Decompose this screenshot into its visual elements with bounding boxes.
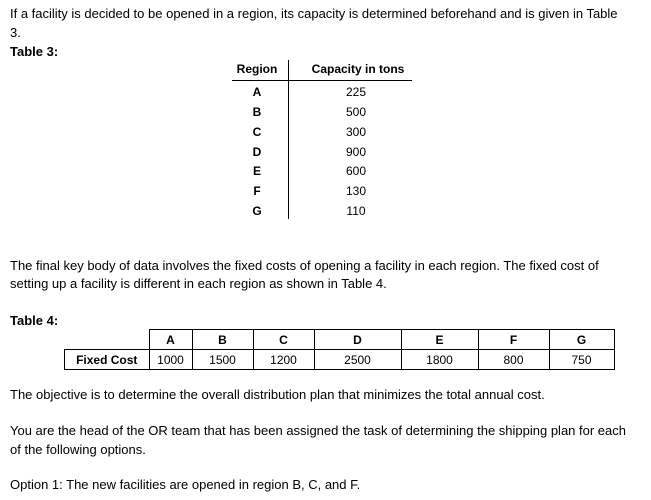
table3-region-cell: B [252, 105, 262, 119]
table3-region-cell: D [252, 145, 262, 159]
table4-cost-cell: 800 [478, 350, 549, 370]
table4-cost-cell: 2500 [314, 350, 401, 370]
table3-header-capacity: Capacity in tons [311, 62, 405, 76]
table4-cost-cell: 1500 [192, 350, 253, 370]
table4-cost-cell: 750 [549, 350, 614, 370]
table3-header-rule [232, 80, 412, 81]
task-para-line-2: of the following options. [10, 442, 146, 457]
table3-capacity-cell: 130 [345, 184, 367, 198]
table3-header-region: Region [236, 62, 278, 76]
table4-header-cell: A [149, 330, 192, 350]
table4 [64, 329, 615, 370]
table3-region-cell: A [252, 85, 262, 99]
table4-header-cell: F [478, 330, 549, 350]
table4-cost-cell: 1800 [401, 350, 478, 370]
objective-text: The objective is to determine the overall distribution plan that minimizes the total annual cost. [10, 387, 545, 402]
table4-header-cell: C [253, 330, 314, 350]
table3-capacity-cell: 600 [345, 164, 367, 178]
table3-capacity-cell: 300 [345, 125, 367, 139]
table4-header-cell: E [401, 330, 478, 350]
table3-region-cell: E [252, 164, 261, 178]
table4-row-label: Fixed Cost [65, 350, 150, 370]
table4-empty-cell [65, 330, 150, 350]
table4-header-cell: B [192, 330, 253, 350]
table4-header-cell: D [314, 330, 401, 350]
table4-header-cell: G [549, 330, 614, 350]
table4-cost-cell: 1200 [253, 350, 314, 370]
table3-capacity-cell: 900 [345, 145, 367, 159]
fixed-cost-para-line-1: The final key body of data involves the fixed costs of opening a facility in each region. The fixed cost of [10, 258, 599, 273]
fixed-cost-para-line-2: setting up a facility is different in each region as shown in Table 4. [10, 276, 387, 291]
table3-capacity-cell: 225 [345, 85, 367, 99]
table3-region-cell: C [252, 125, 262, 139]
table4-header-row [65, 330, 615, 350]
table3-capacity-cell: 500 [345, 105, 367, 119]
table3-region-cell: F [253, 184, 261, 198]
table4-cost-cell: 1000 [149, 350, 192, 370]
task-para-line-1: You are the head of the OR team that has been assigned the task of determining the shipping plan for each [10, 423, 626, 438]
option-1-text: Option 1: The new facilities are opened in region B, C, and F. [10, 477, 361, 492]
table4-label: Table 4: [10, 313, 59, 328]
table3-label: Table 3: [10, 44, 59, 59]
intro-line-1: If a facility is decided to be opened in a region, its capacity is determined beforehand and is given in Table [10, 6, 618, 21]
table3-capacity-cell: 110 [346, 204, 366, 218]
table3-vertical-rule [288, 60, 289, 219]
table3-region-cell: G [252, 204, 262, 218]
intro-line-2: 3. [10, 25, 21, 40]
table4-cost-row [65, 350, 615, 370]
